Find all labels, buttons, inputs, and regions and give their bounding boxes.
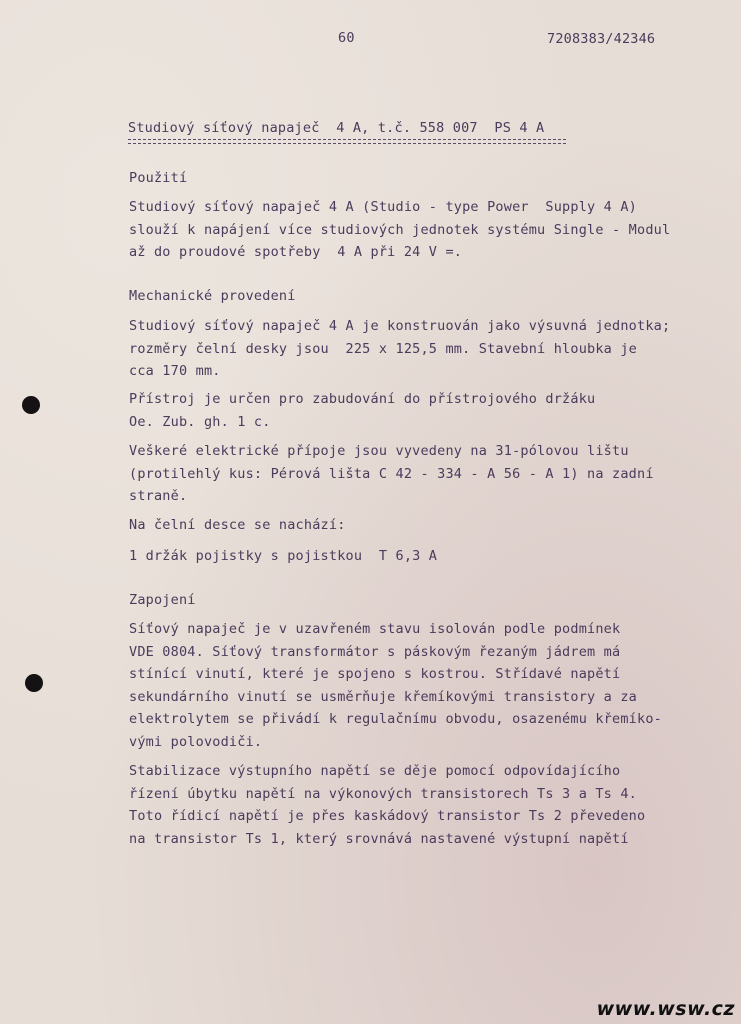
watermark: www.wsw.cz (596, 998, 735, 1020)
title-underline (128, 139, 566, 140)
title-underline-second (128, 143, 566, 144)
section-heading-pouziti: Použití (129, 170, 188, 186)
paragraph-pouziti: Studiový síťový napaječ 4 A (Studio - type Power Supply 4 A) slouží k napájení více studiových jednotek systému Single - Modul až do proudové spotřeby 4 A při 24 V =. (129, 199, 671, 260)
punch-hole-upper (22, 396, 40, 414)
paragraph-mechanicke-4: Na čelní desce se nachází: (129, 517, 346, 533)
section-heading-mechanicke-provedeni: Mechanické provedení (129, 288, 296, 304)
document-title: Studiový síťový napaječ 4 A, t.č. 558 007 PS 4 A (128, 120, 545, 136)
paragraph-mechanicke-2: Přístroj je určen pro zabudování do přístrojového držáku Oe. Zub. gh. 1 c. (129, 391, 596, 430)
paragraph-zapojeni-1: Síťový napaječ je v uzavřeném stavu isolován podle podmínek VDE 0804. Síťový transformátor s páskovým řezaným jádrem má stínící vinutí, které je spojeno s kostrou. Střídavé napětí sekundárního vinutí se usměrňuje křemíkovými transistory a za elektrolytem se přivádí k regulačnímu obvodu, osazenému křemíko- vými polovodiči. (129, 621, 662, 750)
page-number: 60 (338, 30, 355, 46)
paragraph-zapojeni-2: Stabilizace výstupního napětí se děje pomocí odpovídajícího řízení úbytku napětí na výkonových transistorech Ts 3 a Ts 4. Toto řídicí napětí je přes kaskádový transistor Ts 2 převedeno na transistor Ts 1, který srovnává nastavené výstupní napětí (129, 763, 646, 847)
paragraph-mechanicke-5: 1 držák pojistky s pojistkou T 6,3 A (129, 548, 438, 564)
section-heading-zapojeni: Zapojení (129, 592, 196, 608)
document-reference: 7208383/42346 (547, 31, 656, 47)
paragraph-mechanicke-1: Studiový síťový napaječ 4 A je konstruován jako výsuvná jednotka; rozměry čelní desky jsou 225 x 125,5 mm. Stavební hloubka je cca 170 mm. (129, 318, 671, 379)
punch-hole-lower (25, 674, 43, 692)
paragraph-mechanicke-3: Veškeré elektrické přípoje jsou vyvedeny na 31-pólovou lištu (protilehlý kus: Pérová lišta C 42 - 334 - A 56 - A 1) na zadní straně. (129, 443, 654, 504)
